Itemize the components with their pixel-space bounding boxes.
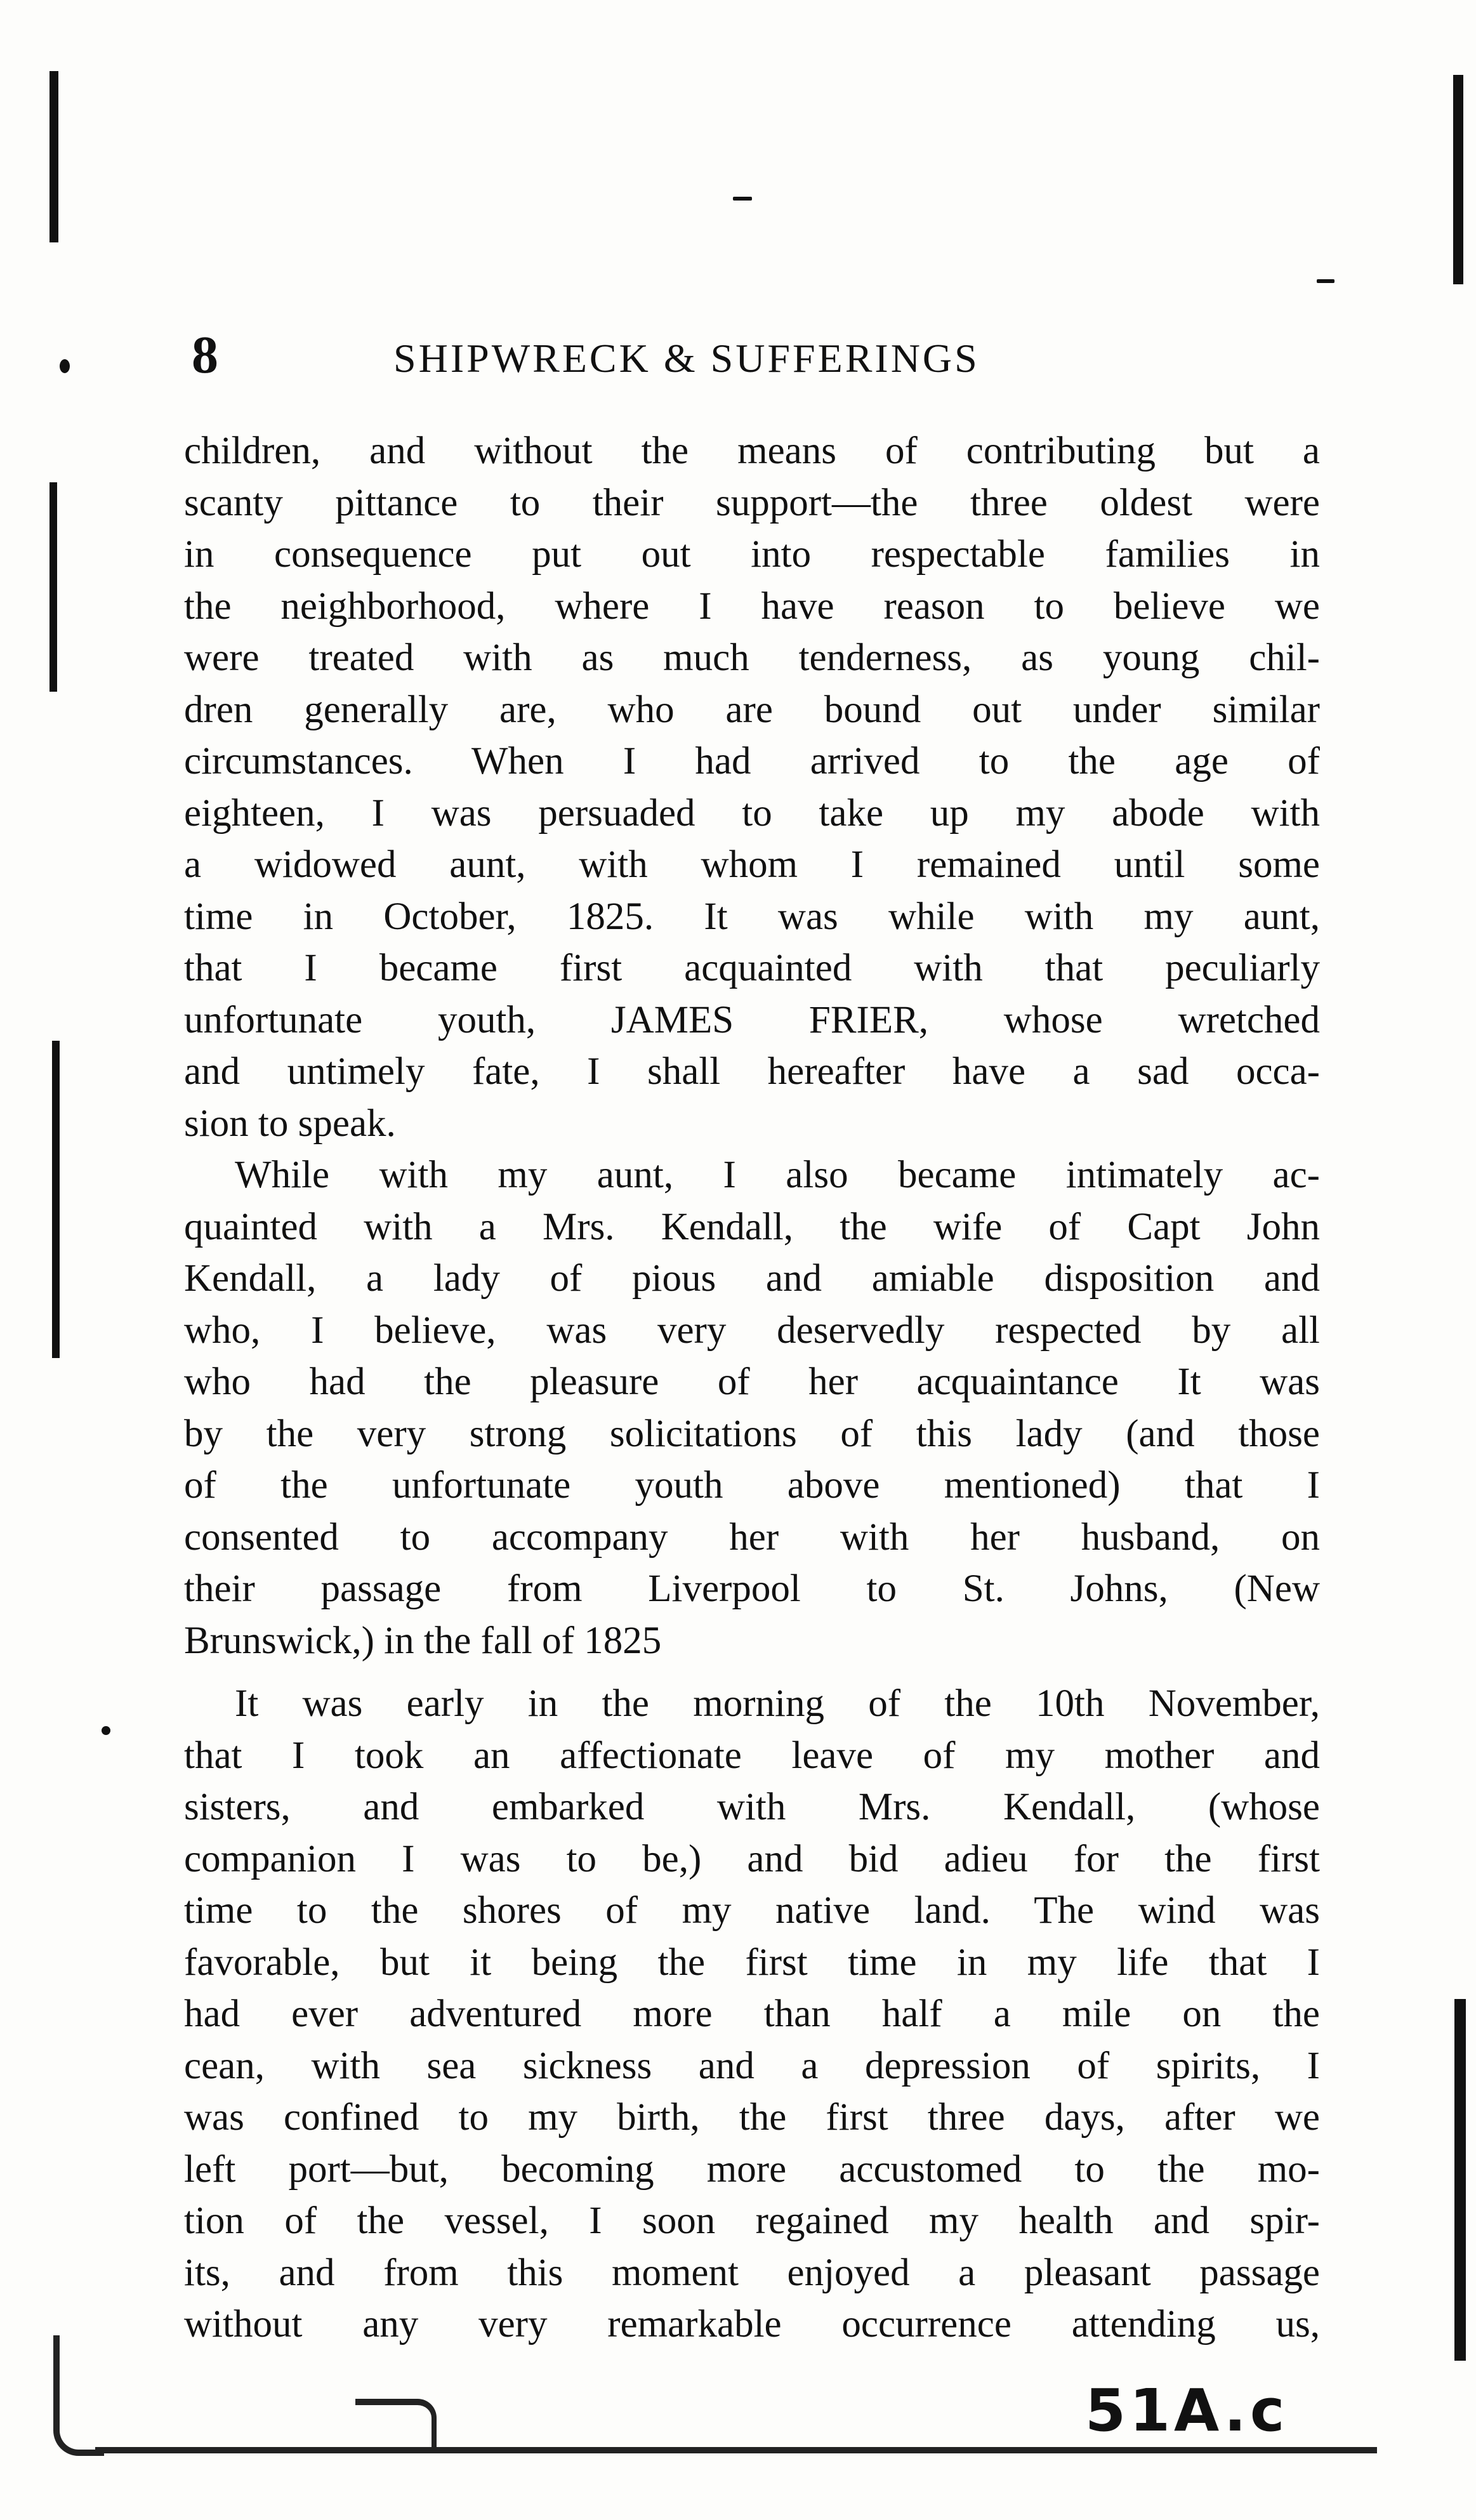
text-line: that I took an affectionate leave of my mother and — [184, 1734, 1320, 1777]
paragraph — [184, 425, 1320, 1149]
text-line: unfortunate youth, JAMES FRIER, whose wretched — [184, 998, 1320, 1041]
text-line: were treated with as much tenderness, as young chil- — [184, 637, 1320, 679]
scan-speck — [733, 197, 752, 201]
paragraph — [184, 1149, 1320, 1666]
text-line: favorable, but it being the first time in my life that I — [184, 1941, 1320, 1984]
text-line: time in October, 1825. It was while with my aunt, — [184, 895, 1320, 938]
text-line: While with my aunt, I also became intimately ac- — [235, 1154, 1320, 1196]
text-line: sion to speak. — [184, 1102, 396, 1145]
text-line: children, and without the means of contributing but a — [184, 430, 1320, 472]
text-line: scanty pittance to their support—the three oldest were — [184, 481, 1320, 524]
text-line: in consequence put out into respectable families in — [184, 533, 1320, 576]
scan-speck — [1317, 279, 1334, 283]
scan-edge-mark — [52, 1041, 60, 1358]
text-line: a widowed aunt, with whom I remained until some — [184, 843, 1320, 886]
scan-bottom-rule — [95, 2447, 1377, 2453]
text-line: and untimely fate, I shall hereafter have a sad occa- — [184, 1050, 1320, 1093]
running-header — [184, 324, 1136, 393]
paragraph-gap — [184, 1666, 1320, 1678]
text-line: dren generally are, who are bound out under similar — [184, 688, 1320, 731]
text-line: Kendall, a lady of pious and amiable disposition and — [184, 1257, 1320, 1300]
text-line: sisters, and embarked with Mrs. Kendall, (whose — [184, 1786, 1320, 1828]
text-line: quainted with a Mrs. Kendall, the wife of Capt John — [184, 1205, 1320, 1248]
text-line: left port—but, becoming more accustomed to the mo- — [184, 2147, 1320, 2191]
page-number: 8 — [192, 326, 218, 385]
text-line: their passage from Liverpool to St. Johns, (New — [184, 1567, 1320, 1610]
text-line: who had the pleasure of her acquaintance It was — [184, 1361, 1320, 1403]
scan-edge-mark — [49, 482, 57, 692]
text-line: consented to accompany her with her husband, on — [184, 1515, 1320, 1559]
paragraph — [184, 1678, 1320, 2351]
text-line: time to the shores of my native land. The wind was — [184, 1889, 1320, 1932]
text-line: was confined to my birth, the first three days, after we — [184, 2096, 1320, 2139]
scan-speck — [60, 359, 70, 373]
text-line: tion of the vessel, I soon regained my health and spir- — [184, 2200, 1320, 2242]
text-line: had ever adventured more than half a mile on the — [184, 1993, 1320, 2035]
text-line: cean, with sea sickness and a depression of spirits, I — [184, 2044, 1320, 2087]
scan-edge-mark — [1454, 1999, 1466, 2361]
text-line: without any very remarkable occurrence attending us, — [184, 2303, 1320, 2345]
text-line: companion I was to be,) and bid adieu for the first — [184, 1837, 1320, 1880]
running-title: SHIPWRECK & SUFFERINGS — [393, 336, 980, 381]
library-stamp: 51A.c — [1085, 2377, 1289, 2444]
body-text — [184, 425, 1320, 2351]
text-line: eighteen, I was persuaded to take up my abode with — [184, 791, 1320, 835]
text-line: of the unfortunate youth above mentioned) that I — [184, 1464, 1320, 1507]
text-line: the neighborhood, where I have reason to believe we — [184, 584, 1320, 628]
stamp-mark — [355, 2399, 437, 2450]
text-line: that I became first acquainted with that peculiarly — [184, 947, 1320, 989]
scan-speck — [102, 1726, 110, 1735]
text-line: circumstances. When I had arrived to the age of — [184, 740, 1320, 782]
text-line: its, and from this moment enjoyed a pleasant passage — [184, 2251, 1320, 2294]
scan-edge-mark — [1453, 75, 1463, 284]
text-line: by the very strong solicitations of this lady (and those — [184, 1412, 1320, 1455]
text-line: who, I believe, was very deservedly respected by all — [184, 1309, 1320, 1352]
scan-edge-mark — [53, 2335, 104, 2456]
text-line: It was early in the morning of the 10th November, — [235, 1682, 1320, 1725]
text-line: Brunswick,) in the fall of 1825 — [184, 1619, 662, 1662]
scan-edge-mark — [49, 71, 58, 242]
